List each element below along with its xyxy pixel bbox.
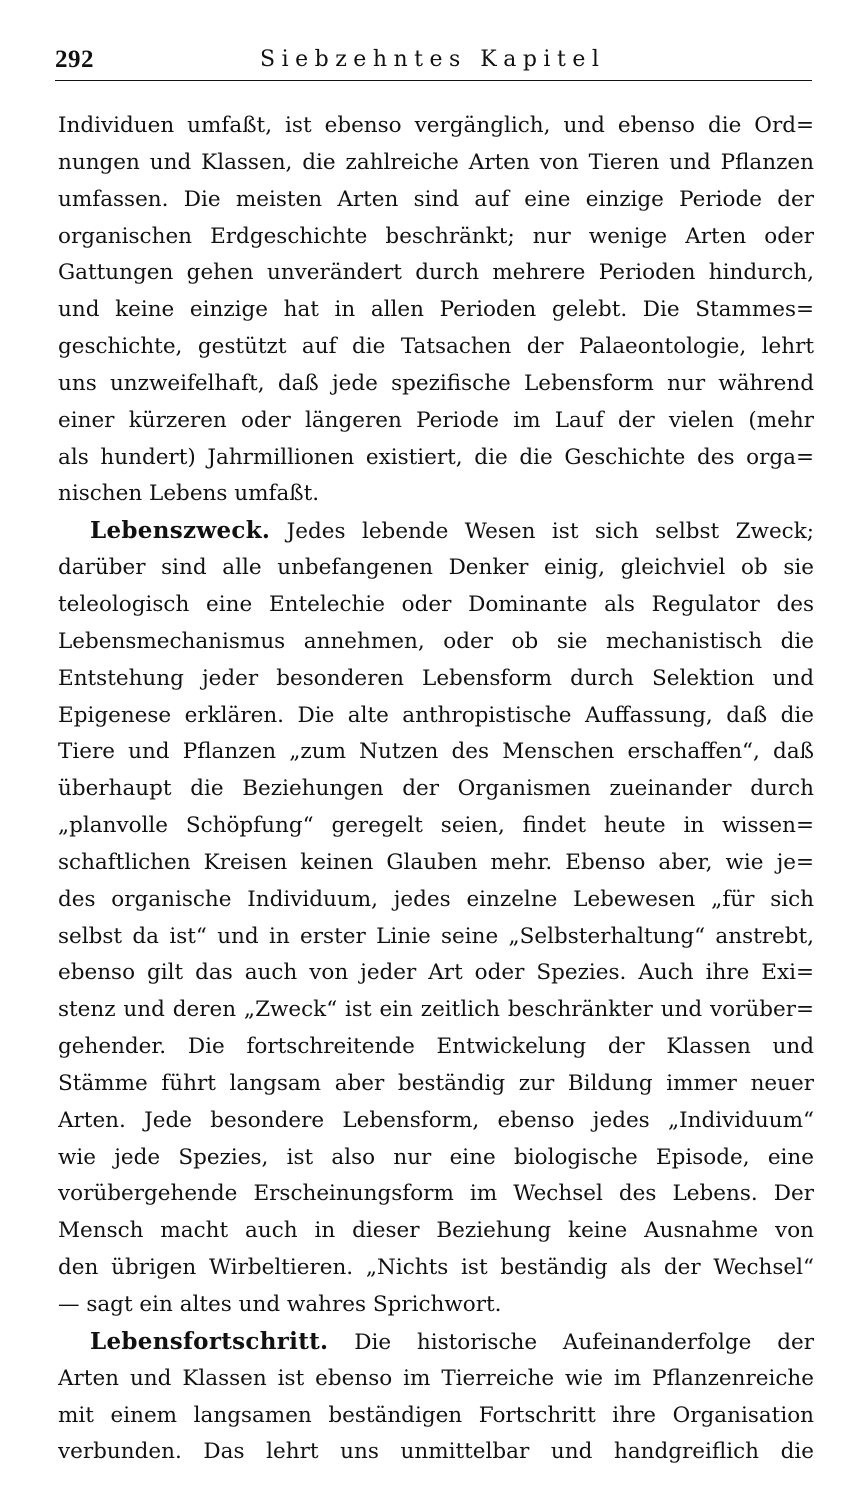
paragraph-lebenszweck [58, 513, 814, 1324]
text-line: selbst da ist“ und in erster Linie seine „Selbsterhaltung“ anstrebt, [58, 923, 814, 949]
section-keyword: Lebenszweck. [90, 517, 271, 545]
text-line: überhaupt die Beziehungen der Organismen zueinander durch [58, 776, 814, 802]
text-line: stenz und deren „Zweck“ ist ein zeitlich beschränkter und vorüber= [58, 997, 814, 1023]
text-line: Arten und Klassen ist ebenso im Tierreiche wie im Pflanzenreiche [58, 1365, 814, 1391]
text-line: als hundert) Jahrmillionen existiert, die die Geschichte des orga= [58, 444, 814, 470]
text-line [58, 1324, 814, 1361]
text-line: des organische Individuum, jedes einzelne Lebewesen „für sich [58, 886, 814, 912]
text-line [58, 513, 814, 550]
text-line: verbunden. Das lehrt uns unmittelbar und handgreiflich die [58, 1439, 814, 1465]
text-line: ebenso gilt das auch von jeder Art oder Spezies. Auch ihre Exi= [58, 960, 814, 986]
text-line: Entstehung jeder besonderen Lebensform durch Selektion und [58, 665, 814, 691]
text-line: darüber sind alle unbefangenen Denker einig, gleichviel ob sie [58, 555, 814, 581]
header-rule [55, 80, 812, 81]
text-line: Tiere und Pflanzen „zum Nutzen des Menschen erschaffen“, daß [58, 739, 814, 765]
text-line: schaftlichen Kreisen keinen Glauben mehr. Ebenso aber, wie je= [58, 849, 814, 875]
text-run: Die historische Aufeinanderfolge der [354, 1329, 814, 1355]
text-line: mit einem langsamen beständigen Fortschritt ihre Organisation [58, 1402, 814, 1428]
chapter-title: Siebzehntes Kapitel [260, 47, 606, 72]
text-line: Stämme führt langsam aber beständig zur Bildung immer neuer [58, 1070, 814, 1096]
text-line: organischen Erdgeschichte beschränkt; nur wenige Arten oder [58, 223, 814, 249]
text-line: teleologisch eine Entelechie oder Dominante als Regulator des [58, 591, 814, 617]
text-line: uns unzweifelhaft, daß jede spezifische Lebensform nur während [58, 370, 814, 396]
text-line: Mensch macht auch in dieser Beziehung keine Ausnahme von [58, 1218, 814, 1244]
running-head [55, 42, 810, 82]
text-line: Gattungen gehen unverändert durch mehrere Perioden hindurch, [58, 260, 814, 286]
paragraph-lebensfortschritt [58, 1324, 814, 1471]
text-line: Arten. Jede besondere Lebensform, ebenso jedes „Individuum“ [58, 1107, 814, 1133]
section-keyword: Lebensfortschritt. [90, 1327, 329, 1355]
text-line: geschichte, gestützt auf die Tatsachen der Palaeontologie, lehrt [58, 334, 814, 360]
page-number: 292 [55, 46, 94, 73]
text-line: — sagt ein altes und wahres Sprichwort. [58, 1292, 502, 1317]
text-run: Jedes lebende Wesen ist sich selbst Zweck; [286, 519, 814, 545]
text-line: „planvolle Schöpfung“ geregelt seien, findet heute in wissen= [58, 813, 814, 839]
text-line: nungen und Klassen, die zahlreiche Arten von Tieren und Pflanzen [58, 149, 814, 175]
text-line: wie jede Spezies, ist also nur eine biologische Episode, eine [58, 1144, 814, 1170]
paragraph [58, 108, 814, 513]
text-line: vorübergehende Erscheinungsform im Wechsel des Lebens. Der [58, 1181, 814, 1207]
text-line: Epigenese erklären. Die alte anthropistische Auffassung, daß die [58, 702, 814, 728]
body-text [58, 108, 814, 1471]
text-line: einer kürzeren oder längeren Periode im Lauf der vielen (mehr [58, 407, 814, 433]
text-line: gehender. Die fortschreitende Entwickelung der Klassen und [58, 1034, 814, 1060]
text-line: Individuen umfaßt, ist ebenso vergänglich, und ebenso die Ord= [58, 113, 814, 138]
text-line: und keine einzige hat in allen Perioden gelebt. Die Stammes= [58, 297, 814, 323]
text-line: umfassen. Die meisten Arten sind auf eine einzige Periode der [58, 186, 814, 212]
text-line: nischen Lebens umfaßt. [58, 481, 320, 507]
text-line: den übrigen Wirbeltieren. „Nichts ist beständig als der Wechsel“ [58, 1255, 814, 1281]
text-line: Lebensmechanismus annehmen, oder ob sie mechanistisch die [58, 628, 814, 654]
